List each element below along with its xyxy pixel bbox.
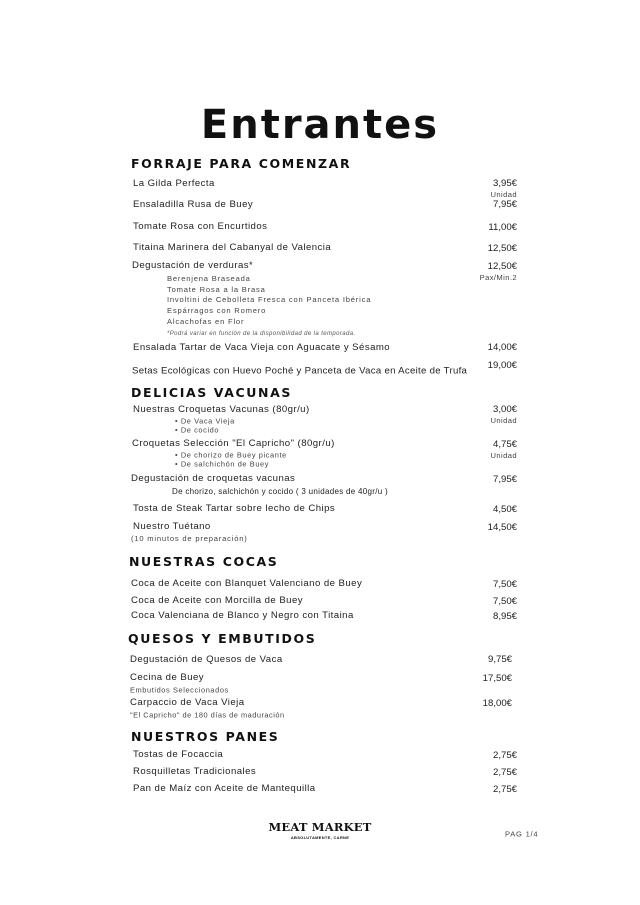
item-price: 14,50€ [487, 522, 517, 534]
item-name: Croquetas Selección "El Capricho" (80gr/u) [132, 438, 335, 450]
item-price: 12,50€ [487, 243, 517, 255]
item-price: 2,75€ [492, 750, 517, 762]
item-sub: De chorizo, salchichón y cocido ( 3 unidades de 40gr/u ) [172, 487, 389, 496]
item-price: 12,50€ [487, 261, 517, 273]
brand-logo: MEAT MARKET [268, 820, 372, 834]
item-price: 17,50€ [482, 673, 512, 685]
item-price: 7,50€ [492, 579, 517, 591]
item-sub: Tomate Rosa a la Brasa [167, 285, 266, 295]
item-name: Coca de Aceite con Morcilla de Buey [131, 595, 303, 607]
item-price: 2,75€ [492, 784, 517, 796]
item-name: Setas Ecológicas con Huevo Poché y Panceta de Vaca en Aceite de Trufa [132, 365, 468, 377]
item-price: 9,75€ [487, 654, 512, 666]
item-name: Tostas de Focaccia [133, 749, 224, 761]
item-price: 7,95€ [492, 199, 517, 211]
section-heading: NUESTROS PANES [131, 728, 280, 744]
item-unit: Unidad [490, 416, 517, 426]
item-sub: • De chorizo de Buey picante [175, 450, 287, 460]
item-name: Rosquilletas Tradicionales [133, 766, 257, 778]
item-price: 19,00€ [487, 360, 517, 372]
item-sub: • De cocido [175, 425, 220, 435]
item-price: 18,00€ [482, 698, 512, 710]
item-price: 7,50€ [492, 596, 517, 608]
item-sub: • De salchichón de Buey [175, 459, 270, 469]
item-name: Degustación de croquetas vacunas [131, 473, 296, 485]
item-name: La Gilda Perfecta [133, 178, 215, 190]
item-sub: "El Capricho" de 180 días de maduración [130, 710, 285, 720]
brand-tagline: ABSOLUTAMENTE, CARNE [290, 835, 350, 840]
item-price: 11,00€ [488, 222, 517, 234]
item-price: 2,75€ [492, 767, 517, 779]
item-price: 4,75€ [492, 439, 517, 451]
item-sub: Embutidos Seleccionados [130, 685, 229, 695]
item-name: Cecina de Buey [130, 672, 205, 684]
section-heading: QUESOS Y EMBUTIDOS [128, 630, 317, 646]
item-name: Ensaladilla Rusa de Buey [133, 199, 254, 211]
section-heading: FORRAJE PARA COMENZAR [131, 155, 352, 171]
item-price: 3,95€ [492, 178, 517, 190]
item-name: Nuestras Croquetas Vacunas (80gr/u) [133, 404, 310, 416]
item-name: Coca de Aceite con Blanquet Valenciano de Buey [131, 578, 363, 590]
item-name: Degustación de Quesos de Vaca [130, 654, 283, 666]
item-name: Pan de Maíz con Aceite de Mantequilla [133, 783, 316, 795]
item-price: 8,95€ [492, 611, 517, 623]
item-name: Nuestro Tuétano [133, 521, 211, 533]
item-unit: Unidad [490, 451, 517, 461]
item-price: 3,00€ [492, 404, 517, 416]
item-name: Tosta de Steak Tartar sobre lecho de Chips [133, 503, 336, 515]
item-price: 4,50€ [492, 504, 517, 516]
item-name: Tomate Rosa con Encurtidos [133, 221, 268, 233]
section-heading: DELICIAS VACUNAS [131, 384, 292, 400]
item-unit: Unidad [490, 190, 517, 200]
page-number: PAG 1/4 [505, 829, 539, 839]
item-sub: Involtini de Cebolleta Fresca con Panceta Ibérica [167, 295, 372, 305]
item-name: Carpaccio de Vaca Vieja [130, 697, 245, 709]
item-name: Coca Valenciana de Blanco y Negro con Titaina [131, 610, 354, 622]
item-name: Titaina Marinera del Cabanyal de Valencia [133, 242, 332, 254]
item-name: Degustación de verduras* [132, 260, 254, 272]
item-price: 14,00€ [487, 342, 517, 354]
section-heading: NUESTRAS COCAS [129, 553, 279, 569]
item-name: Ensalada Tartar de Vaca Vieja con Aguacate y Sésamo [133, 342, 391, 354]
item-sub: Alcachofas en Flor [167, 317, 245, 327]
item-sub: Espárragos con Romero [167, 306, 267, 316]
item-note: *Podrá variar en función de la disponibilidad de la temporada. [167, 331, 356, 337]
item-price: 7,95€ [492, 474, 517, 486]
item-unit: Pax/Min.2 [479, 273, 517, 283]
page-title: Entrantes [200, 102, 440, 148]
item-sub: • De Vaca Vieja [175, 416, 235, 426]
item-sub: Berenjena Braseada [167, 274, 251, 284]
item-sub: (10 minutos de preparación) [131, 534, 248, 544]
